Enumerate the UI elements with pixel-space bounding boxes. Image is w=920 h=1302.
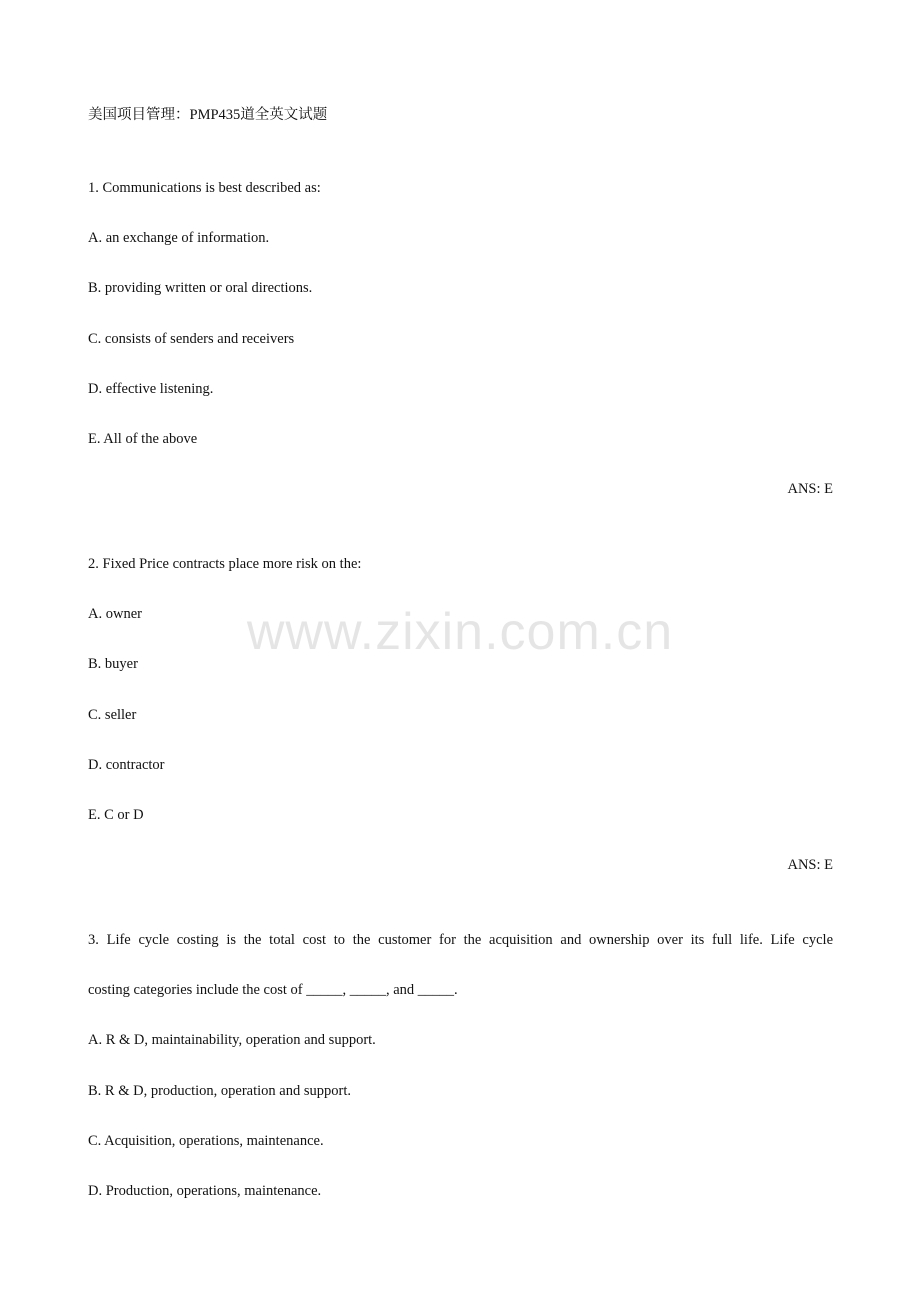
question-3-option-c: C. Acquisition, operations, maintenance. [88,1132,324,1149]
question-3 [88,930,833,1231]
question-1-option-a: A. an exchange of information. [88,230,270,247]
question-2-option-c: C. seller [88,706,137,723]
question-2-stem: 2. Fixed Price contracts place more risk on the: [88,556,362,572]
question-1-answer: ANS: E [787,481,833,498]
question-1-option-b: B. providing written or oral directions. [88,280,313,297]
question-1-option-d: D. effective listening. [88,380,214,397]
question-2-option-e: E. C or D [88,806,144,823]
question-3-option-a: A. R & D, maintainability, operation and support. [88,1032,376,1049]
question-1-option-e: E. All of the above [88,430,198,447]
question-1-option-c: C. consists of senders and receivers [88,330,295,347]
watermark: www.zixin.com.cn [246,603,674,661]
question-3-stem-line-1: 3. Life cycle costing is the total cost to the customer for the acquisition and ownership over its full life. Life cycle [88,932,833,948]
question-1-stem: 1. Communications is best described as: [88,180,321,196]
question-2-option-b: B. buyer [88,656,138,673]
question-2 [88,554,833,905]
document-title: 美国项目管理：PMP435道全英文试题 [88,107,328,123]
question-1 [88,178,833,529]
question-3-option-b: B. R & D, production, operation and support. [88,1082,351,1099]
question-3-stem-line-2: costing categories include the cost of _____, _____, and _____. [88,982,458,999]
question-2-option-a: A. owner [88,606,142,623]
question-2-answer: ANS: E [787,857,833,874]
question-3-option-d: D. Production, operations, maintenance. [88,1182,322,1199]
question-2-option-d: D. contractor [88,756,165,773]
